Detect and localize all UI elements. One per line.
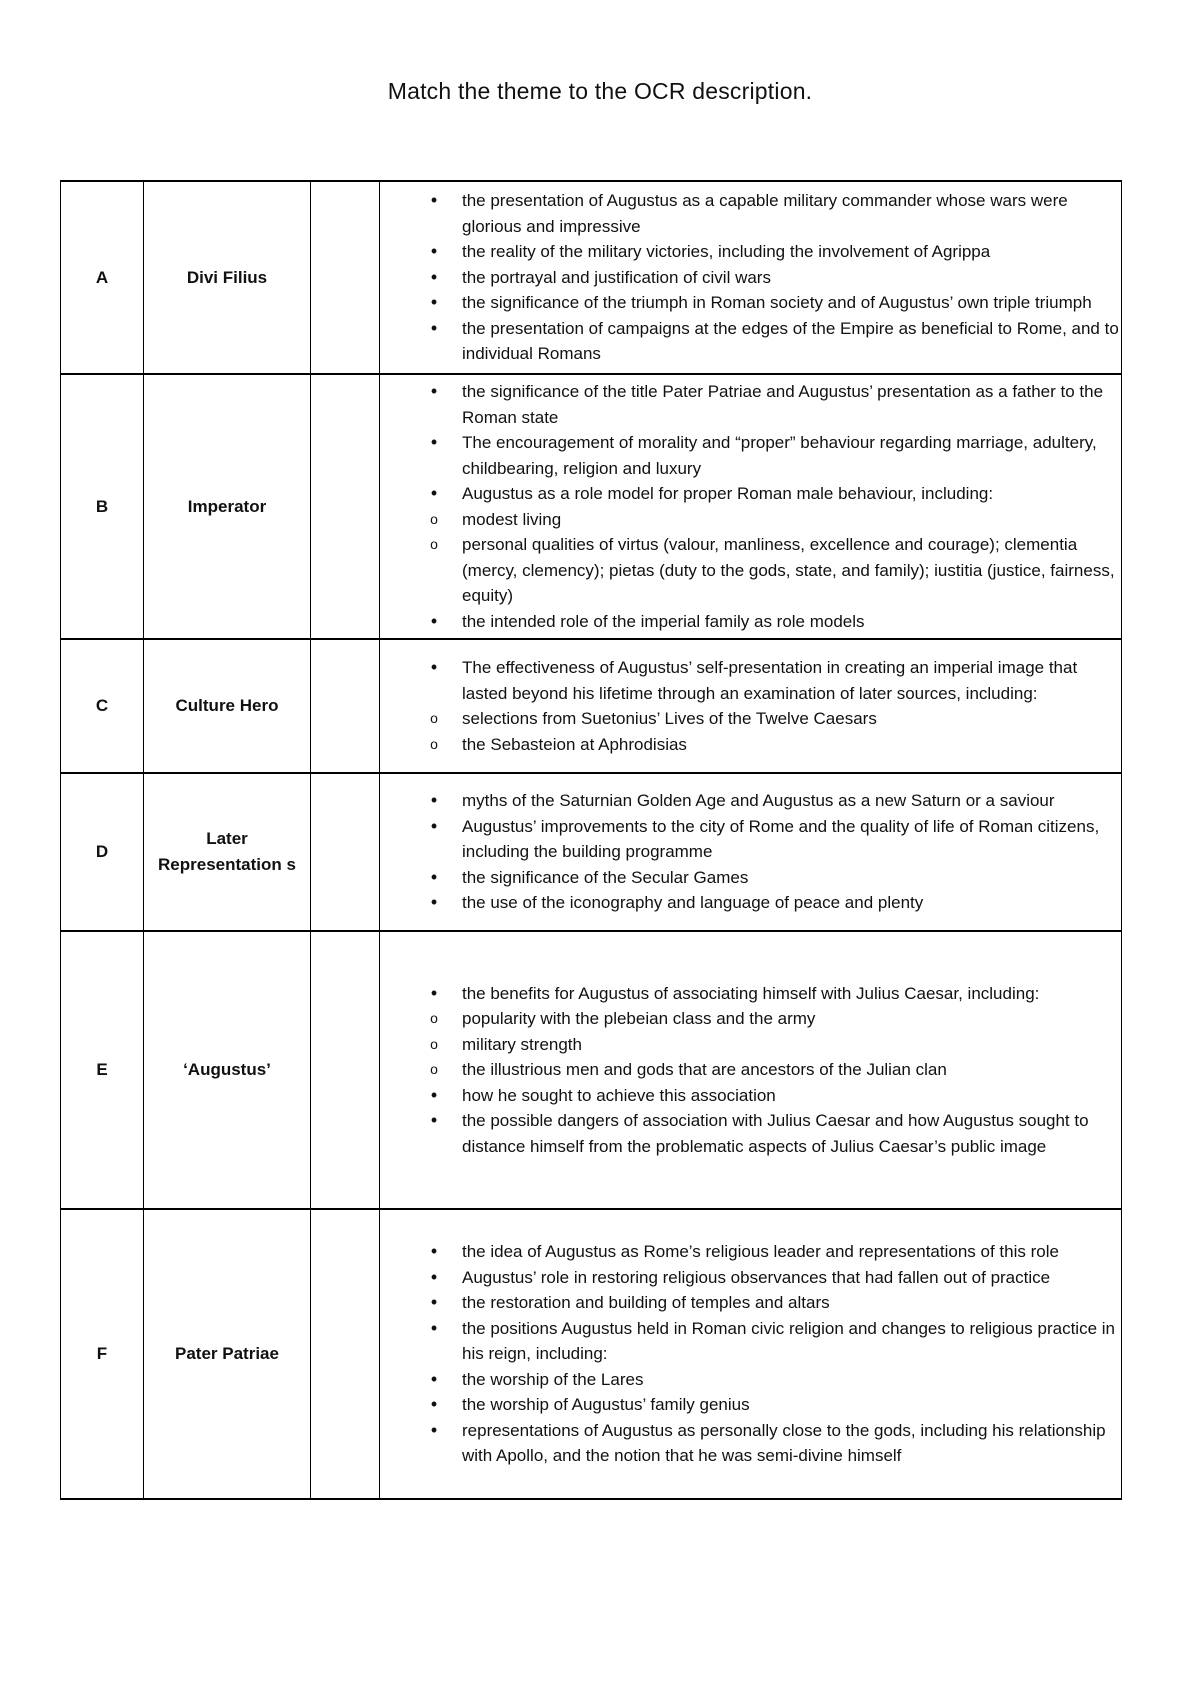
bullet-item: • the worship of the Lares [380,1367,1121,1393]
row-letter: B [61,374,144,639]
theme-name: ‘Augustus’ [144,931,311,1209]
theme-name: Imperator [144,374,311,639]
description-cell [380,374,1122,639]
bullet-item: • the reality of the military victories, including the involvement of Agrippa [380,239,1121,265]
description-list [380,655,1121,757]
theme-name: Later Representation s [144,773,311,931]
description-cell [380,773,1122,931]
bullet-item: • the possible dangers of association with Julius Caesar and how Augustus sought to distance himself from the problematic aspects of Julius Caesar’s public image [380,1108,1121,1159]
bullet-item: • the positions Augustus held in Roman civic religion and changes to religious practice in his reign, including: [380,1316,1121,1367]
sub-bullet-item: o the illustrious men and gods that are ancestors of the Julian clan [380,1057,1121,1083]
bullet-item: • the presentation of campaigns at the edges of the Empire as beneficial to Rome, and to individual Romans [380,316,1121,367]
sub-bullet-item: o popularity with the plebeian class and the army [380,1006,1121,1032]
row-letter: C [61,639,144,773]
sub-bullet-item: o selections from Suetonius’ Lives of the Twelve Caesars [380,706,1121,732]
table-row [61,773,1122,931]
row-letter: E [61,931,144,1209]
row-letter: A [61,181,144,374]
bullet-item: • Augustus’ role in restoring religious observances that had fallen out of practice [380,1265,1121,1291]
bullet-item: • myths of the Saturnian Golden Age and Augustus as a new Saturn or a saviour [380,788,1121,814]
description-cell [380,181,1122,374]
description-cell [380,639,1122,773]
description-list [380,379,1121,634]
table-row [61,374,1122,639]
answer-blank-cell[interactable] [311,1209,380,1499]
description-cell [380,1209,1122,1499]
row-letter: F [61,1209,144,1499]
answer-blank-cell[interactable] [311,639,380,773]
table-row [61,181,1122,374]
bullet-item: • the idea of Augustus as Rome’s religious leader and representations of this role [380,1239,1121,1265]
bullet-item: • the restoration and building of temples and altars [380,1290,1121,1316]
answer-blank-cell[interactable] [311,181,380,374]
answer-blank-cell[interactable] [311,374,380,639]
bullet-item: • the worship of Augustus’ family genius [380,1392,1121,1418]
matching-table [60,180,1122,1500]
bullet-item: • the significance of the Secular Games [380,865,1121,891]
sub-bullet-item: o personal qualities of virtus (valour, manliness, excellence and courage); clementia (mercy, clemency); pietas (duty to the gods, state, and family); iustitia (justice, fairness, equity) [380,532,1121,609]
bullet-item: • the use of the iconography and language of peace and plenty [380,890,1121,916]
bullet-item: • The encouragement of morality and “proper” behaviour regarding marriage, adultery, childbearing, religion and luxury [380,430,1121,481]
table-body [61,181,1122,1499]
bullet-item: • the presentation of Augustus as a capable military commander whose wars were glorious and impressive [380,188,1121,239]
row-letter: D [61,773,144,931]
table-row [61,931,1122,1209]
sub-bullet-item: o modest living [380,507,1121,533]
answer-blank-cell[interactable] [311,931,380,1209]
description-list [380,788,1121,916]
page-title: Match the theme to the OCR description. [387,78,813,104]
bullet-item: • the portrayal and justification of civil wars [380,265,1121,291]
bullet-item: • the significance of the triumph in Roman society and of Augustus’ own triple triumph [380,290,1121,316]
bullet-item: • The effectiveness of Augustus’ self-presentation in creating an imperial image that lasted beyond his lifetime through an examination of later sources, including: [380,655,1121,706]
answer-blank-cell[interactable] [311,773,380,931]
bullet-item: • the intended role of the imperial family as role models [380,609,1121,635]
theme-name: Divi Filius [144,181,311,374]
description-list [380,981,1121,1160]
table-row [61,1209,1122,1499]
theme-name: Pater Patriae [144,1209,311,1499]
description-list [380,188,1121,367]
bullet-item: • how he sought to achieve this association [380,1083,1121,1109]
bullet-item: • the benefits for Augustus of associating himself with Julius Caesar, including: [380,981,1121,1007]
theme-name: Culture Hero [144,639,311,773]
table-row [61,639,1122,773]
bullet-item: • Augustus as a role model for proper Roman male behaviour, including: [380,481,1121,507]
bullet-item: • the significance of the title Pater Patriae and Augustus’ presentation as a father to the Roman state [380,379,1121,430]
bullet-item: • representations of Augustus as personally close to the gods, including his relationship with Apollo, and the notion that he was semi-divine himself [380,1418,1121,1469]
sub-bullet-item: o the Sebasteion at Aphrodisias [380,732,1121,758]
description-list [380,1239,1121,1469]
sub-bullet-item: o military strength [380,1032,1121,1058]
description-cell [380,931,1122,1209]
bullet-item: • Augustus’ improvements to the city of Rome and the quality of life of Roman citizens, including the building programme [380,814,1121,865]
